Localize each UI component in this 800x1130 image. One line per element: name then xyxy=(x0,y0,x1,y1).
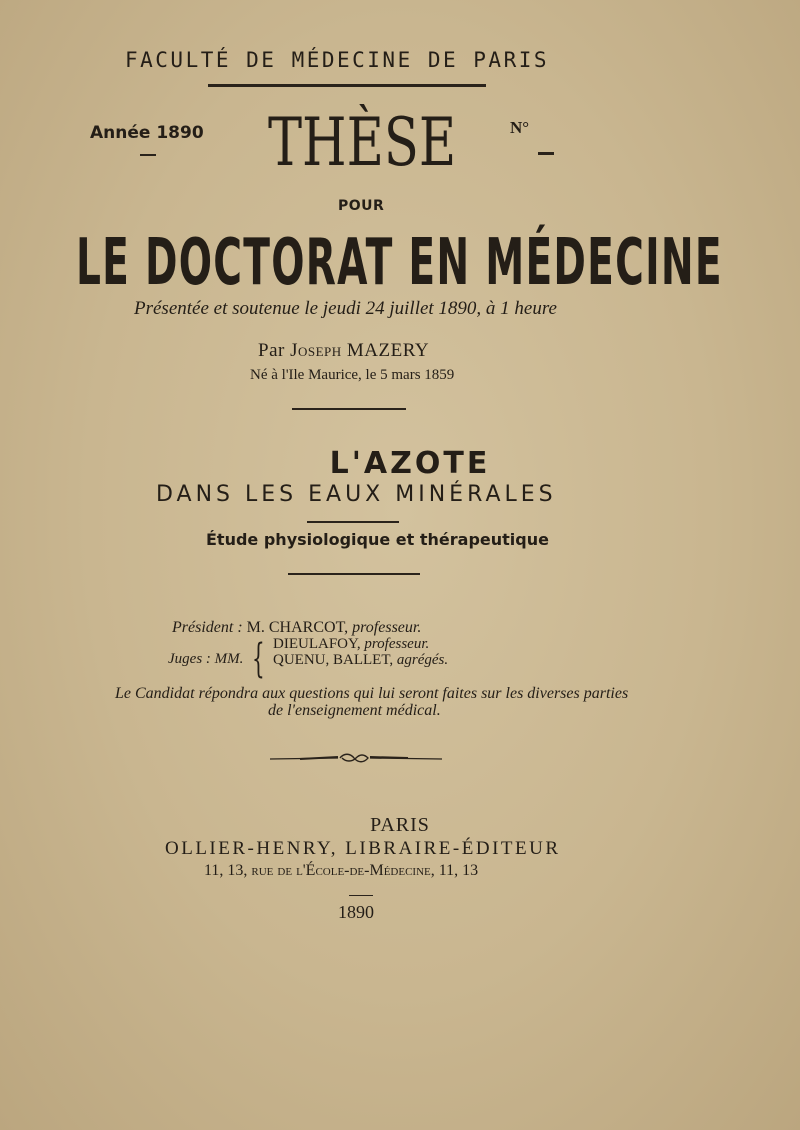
faculty-rule xyxy=(208,84,486,87)
publisher-name: OLLIER-HENRY, LIBRAIRE-ÉDITEUR xyxy=(165,838,561,859)
judge-title: professeur. xyxy=(364,636,430,652)
year-label: Année 1890 xyxy=(90,123,204,143)
number-dash xyxy=(538,152,554,155)
thesis-subject-title: L'AZOTE xyxy=(329,446,491,481)
judge-title: agrégés. xyxy=(396,652,449,668)
separator-rule xyxy=(307,521,399,523)
judge-line xyxy=(273,636,429,653)
degree-title: LE DOCTORAT EN MÉDECINE xyxy=(76,226,723,300)
author-firstname: Joseph xyxy=(290,340,342,361)
judge-name: DIEULAFOY, xyxy=(273,636,365,652)
par-label: Par xyxy=(258,340,285,361)
thesis-subject-subtitle: DANS LES EAUX MINÉRALES xyxy=(156,482,557,507)
judge-name: QUENU, BALLET, xyxy=(273,652,397,668)
candidate-note-line: Le Candidat répondra aux questions qui lui seront faites sur les diverses parties xyxy=(115,685,629,702)
judges-brace: { xyxy=(252,636,265,682)
study-description: Étude physiologique et thérapeutique xyxy=(206,530,549,549)
address-street: rue de l'École-de-Médecine xyxy=(251,862,431,879)
address-numbers: 11, 13, xyxy=(204,862,252,879)
judge-line xyxy=(273,652,448,669)
author-line xyxy=(258,340,429,362)
president-label: Président : xyxy=(172,619,247,636)
year-rule xyxy=(349,895,373,896)
judges-label: Juges : MM. xyxy=(168,651,244,667)
publication-year: 1890 xyxy=(338,902,374,922)
year-dash xyxy=(140,154,156,156)
defense-date: Présentée et soutenue le jeudi 24 juillet 1890, à 1 heure xyxy=(134,298,557,319)
president-name: M. CHARCOT, xyxy=(246,619,353,636)
number-label: N° xyxy=(510,118,530,137)
candidate-note-line: de l'enseignement médical. xyxy=(268,702,441,719)
president-title: professeur. xyxy=(352,619,422,636)
jury-president xyxy=(172,619,421,637)
separator-rule xyxy=(292,408,406,410)
address-numbers: , 11, 13 xyxy=(430,862,479,879)
separator-rule xyxy=(288,573,420,575)
pour-label: POUR xyxy=(338,198,385,214)
author-surname: MAZERY xyxy=(346,340,430,361)
these-heading: THÈSE xyxy=(268,104,457,181)
faculty-heading: FACULTÉ DE MÉDECINE DE PARIS xyxy=(125,48,550,72)
publisher-address xyxy=(204,862,478,880)
birth-info: Né à l'Ile Maurice, le 5 mars 1859 xyxy=(250,367,455,383)
publisher-city: PARIS xyxy=(370,814,430,836)
ornament-divider xyxy=(270,752,442,764)
